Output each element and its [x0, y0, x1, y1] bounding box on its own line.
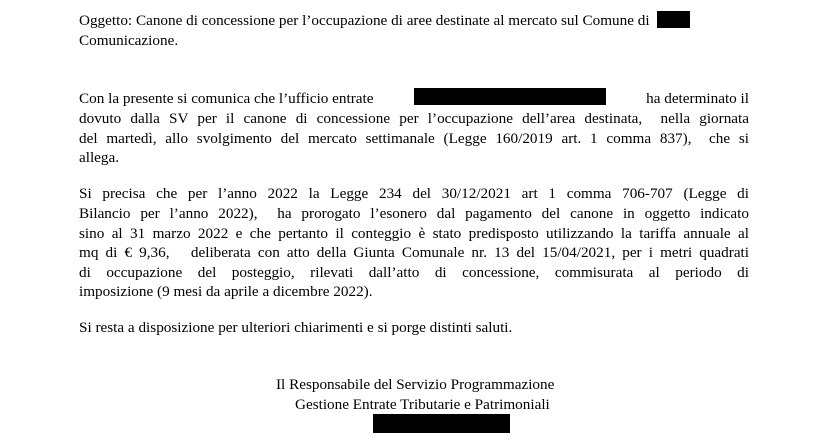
paragraph2-line-6: imposizione (9 mesi da aprile a dicembre 2022). — [79, 283, 373, 300]
paragraph2-line-1 — [79, 183, 749, 204]
paragraph2-line2-text: Bilancio per l’anno 2022), ha prorogato l’esonero dal pagamento del canone in oggetto indicato — [79, 205, 749, 222]
subject-line-2: Comunicazione. — [79, 32, 179, 49]
paragraph1-line-3 — [79, 128, 749, 149]
signature-title: Il Responsabile del Servizio Programmazione — [276, 376, 555, 393]
paragraph1-line-1 — [79, 88, 749, 109]
paragraph1-line3-text: del martedì, allo svolgimento del mercato settimanale (Legge 160/2019 art. 1 comma 837), che si — [79, 130, 749, 147]
paragraph2-line-3 — [79, 223, 749, 244]
paragraph2-line-2 — [79, 203, 749, 224]
paragraph2-line5-text: di occupazione del posteggio, rilevati dall’atto di concessione, commisurata al periodo di — [79, 264, 749, 281]
redacted-municipality — [657, 11, 690, 28]
paragraph2-line-5 — [79, 262, 749, 283]
paragraph3-line-1: Si resta a disposizione per ulteriori chiarimenti e si porge distinti saluti. — [79, 319, 513, 336]
redacted-office — [414, 88, 606, 105]
signature-department: Gestione Entrate Tributarie e Patrimoniali — [295, 396, 550, 413]
paragraph2-line3-text: sino al 31 marzo 2022 e che pertanto il conteggio è stato predisposto utilizzando la tariffa annuale al — [79, 225, 749, 242]
paragraph1-line1-start: Con la presente si comunica che l’ufficio entrate — [79, 90, 374, 107]
paragraph1-line1-end: ha determinato il — [646, 90, 749, 107]
redacted-signer-name — [373, 414, 510, 433]
paragraph2-line1-text: Si precisa che per l’anno 2022 la Legge 234 del 30/12/2021 art 1 comma 706-707 (Legge di — [79, 185, 749, 202]
paragraph1-line2-text: dovuto dalla SV per il canone di concessione per l’occupazione dell’area destinata, nella giornata — [79, 110, 749, 127]
paragraph1-line-2 — [79, 108, 749, 129]
paragraph2-line4-text: mq di € 9,36, deliberata con atto della Giunta Comunale nr. 13 del 15/04/2021, per i metri quadrati — [79, 244, 749, 261]
subject-line-1 — [79, 10, 749, 31]
subject-text: Oggetto: Canone di concessione per l’occupazione di aree destinate al mercato sul Comune di — [79, 12, 650, 29]
paragraph2-line-4 — [79, 242, 749, 263]
paragraph1-line-4: allega. — [79, 149, 120, 166]
